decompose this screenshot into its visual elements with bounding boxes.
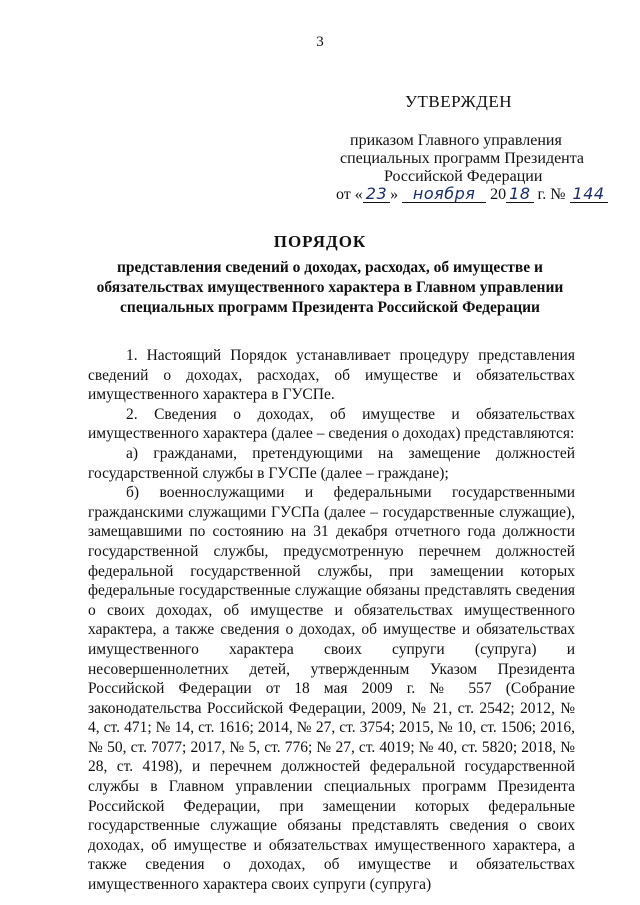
- document-body: [88, 346, 575, 895]
- paragraph-2a: а) гражданами, претендующими на замещение должностей государственной службы в ГУСПе (далее – граждане);: [88, 444, 575, 482]
- date-month: ноября: [402, 186, 486, 203]
- order-number-prefix: г. №: [537, 186, 566, 203]
- date-year-suffix: 18: [506, 186, 533, 203]
- paragraph-2: 2. Сведения о доходах, об имуществе и обязательствах имущественного характера (далее – сведения о доходах) представляются:: [88, 405, 575, 443]
- approval-title: УТВЕРЖДЕН: [405, 92, 512, 111]
- document-subtitle: представления сведений о доходах, расходах, об имуществе и обязательствах имущественного характера в Главном управлении специальных программ Президента Российской Федерации: [96, 259, 564, 316]
- approval-line-1: приказом Главного управления: [350, 132, 562, 149]
- paragraph-1: 1. Настоящий Порядок устанавливает процедуру представления сведений о доходах, расходах, об имуществе и обязательствах имущественного характера в ГУСПе.: [88, 347, 575, 404]
- approval-date-line: [336, 186, 608, 204]
- page-number: 3: [316, 34, 324, 50]
- document-title: ПОРЯДОК: [273, 232, 367, 251]
- date-prefix: от «: [336, 186, 363, 203]
- order-number: 144: [570, 186, 608, 203]
- date-year-prefix: 20: [490, 186, 507, 203]
- approval-line-2: специальных программ Президента: [340, 150, 585, 167]
- approval-line-3: Российской Федерации: [384, 168, 543, 185]
- date-day: 23: [363, 186, 390, 203]
- paragraph-2b: б) военнослужащими и федеральными государственными гражданскими служащими ГУСПа (далее – государственные служащие), замещавшими по состоянию на 31 декабря отчетного года должности государственной службы, предусмотренную перечнем должностей федеральной государственной службы, при замещении которых федеральные государственные служащие обязаны представлять сведения о своих доходах, об имуществе и обязательствах имущественного характера, а также сведения о доходах, об имуществе и обязательствах имущественного характера своих супруги (супруга) и несовершеннолетних детей, утвержденным Указом Президента Российской Федерации от 18 мая 2009 г. № 557 (Собрание законодательства Российской Федерации, 2009, № 21, ст. 2542; 2012, № 4, ст. 471; № 14, ст. 1616; 2014, № 27, ст. 3754; 2015, № 10, ст. 1506; 2016, № 50, ст. 7077; 2017, № 5, ст. 776; № 27, ст. 4019; № 40, ст. 5820; 2018, № 28, ст. 4198), и перечнем должностей федеральной государственной службы в Главном управлении специальных программ Президента Российской Федерации, при замещении которых федеральные государственные служащие обязаны представлять сведения о своих доходах, об имуществе и обязательствах имущественного характера, а также сведения о доходах, об имуществе и обязательствах имущественного характера своих супруги (супруга): [88, 484, 575, 894]
- date-mid: »: [390, 186, 399, 203]
